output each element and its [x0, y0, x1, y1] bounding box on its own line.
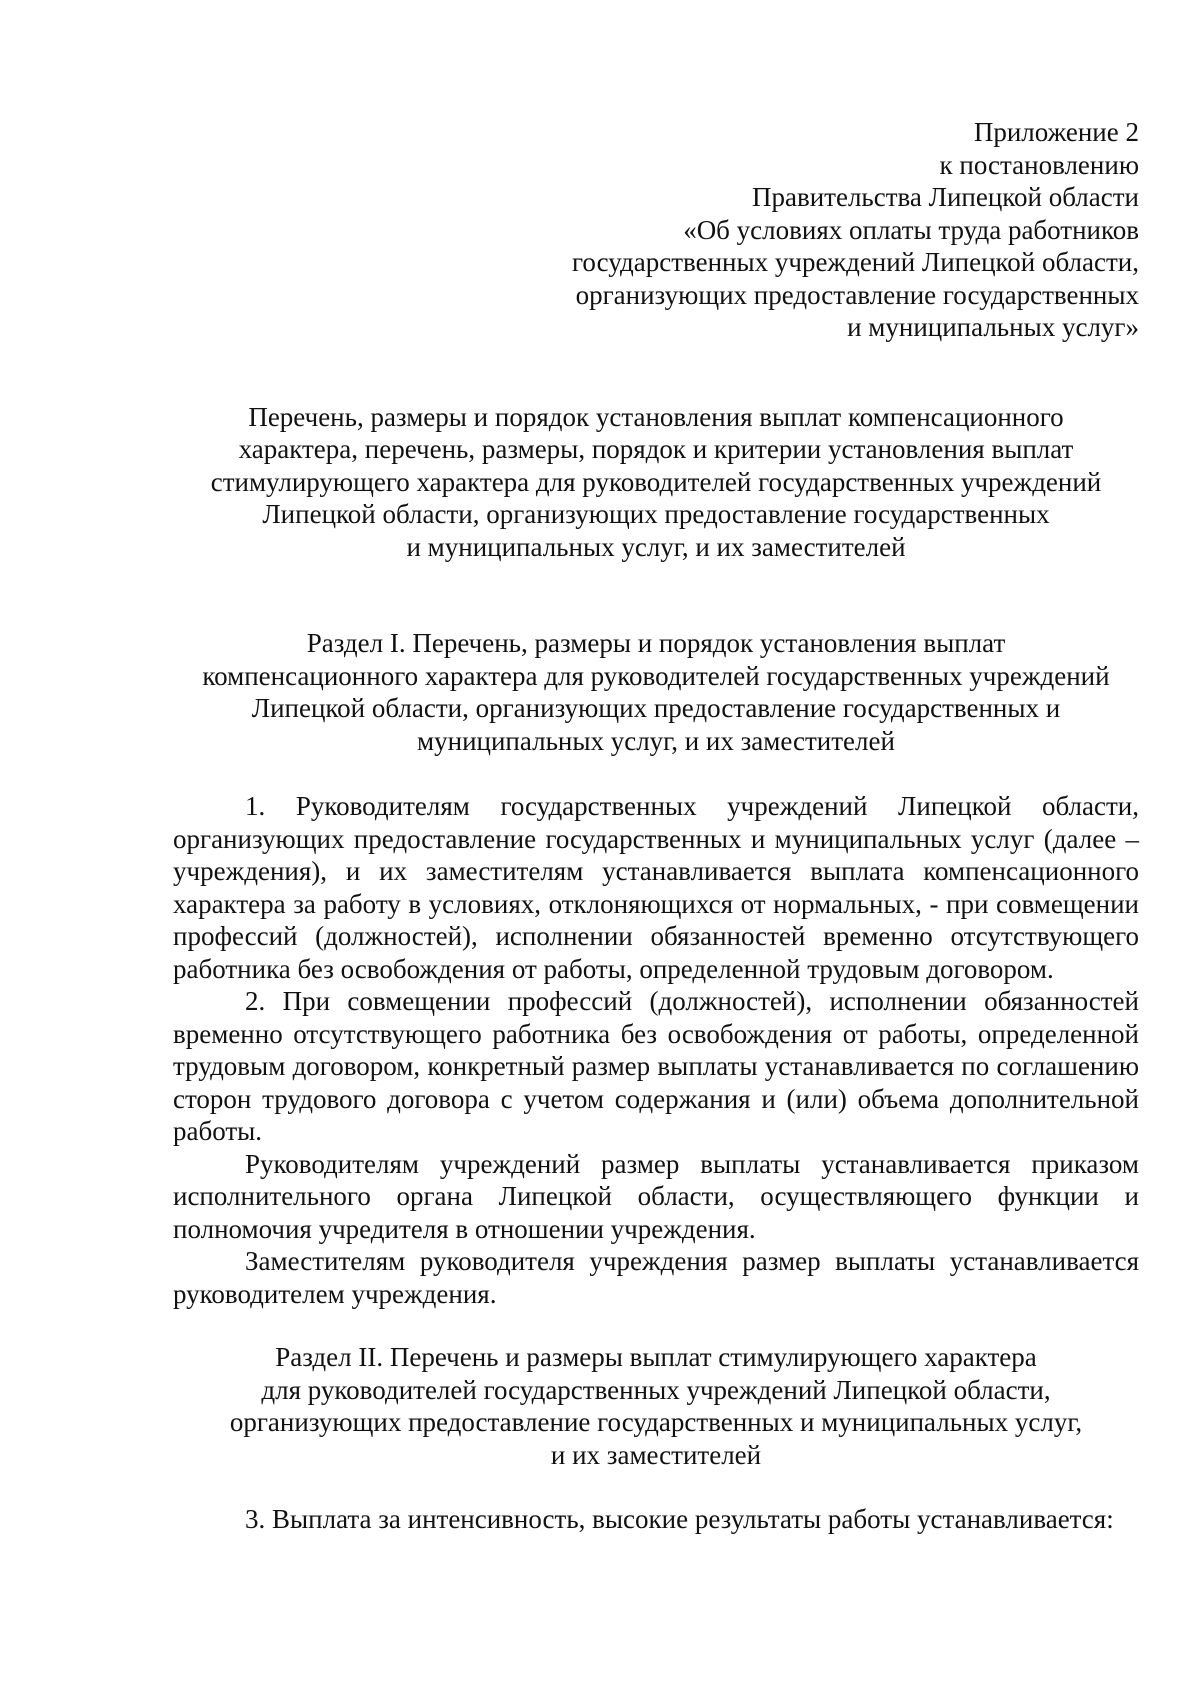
- annex-line: «Об условиях оплаты труда работников: [683, 214, 1139, 245]
- annex-line: организующих предоставление государственных: [575, 279, 1139, 310]
- section-heading-line: организующих предоставление государственных и муниципальных услуг,: [229, 1407, 1083, 1437]
- section-2-heading: [173, 1341, 1139, 1471]
- title-line: Перечень, размеры и порядок установления выплат компенсационного: [248, 401, 1064, 432]
- paragraph-1: 1. Руководителям государственных учреждений Липецкой области, организующих предоставление государственных и муниципальных услуг (далее – учреждения), и их заместителям устанавливается выплата компенсационного характера за работу в условиях, отклоняющихся от нормальных, - при совмещении профессий (должностей), исполнении обязанностей временно отсутствующего работника без освобождения от работы, определенной трудовым договором.: [173, 791, 1139, 984]
- section-heading-line: Раздел II. Перечень и размеры выплат стимулирующего характера: [275, 1342, 1037, 1372]
- section-1-body: [173, 790, 1139, 1310]
- paragraph-3: 3. Выплата за интенсивность, высокие результаты работы устанавливается:: [245, 1504, 1114, 1534]
- title-line: стимулирующего характера для руководителей государственных учреждений: [210, 466, 1102, 497]
- section-heading-line: Липецкой области, организующих предоставление государственных и: [251, 693, 1061, 723]
- title-line: и муниципальных услуг, и их заместителей: [406, 531, 906, 562]
- paragraph-2-deputies: Заместителям руководителя учреждения размер выплаты устанавливается руководителем учреждения.: [173, 1246, 1139, 1309]
- document-title: [173, 401, 1139, 564]
- annex-line: к постановлению: [939, 149, 1139, 180]
- paragraph-2: 2. При совмещении профессий (должностей), исполнении обязанностей временно отсутствующего работника без освобождения от работы, определенной трудовым договором, конкретный размер выплаты устанавливается по соглашению сторон трудового договора с учетом содержания и (или) объема дополнительной работы.: [173, 986, 1139, 1146]
- annex-line: Приложение 2: [973, 117, 1139, 147]
- section-heading-line: для руководителей государственных учреждений Липецкой области,: [261, 1374, 1051, 1405]
- section-heading-line: Раздел I. Перечень, размеры и порядок установления выплат: [306, 628, 1006, 658]
- annex-line: государственных учреждений Липецкой области,: [572, 247, 1139, 277]
- section-1-heading: [173, 627, 1139, 757]
- paragraph-2-leaders: Руководителям учреждений размер выплаты устанавливается приказом исполнительного органа Липецкой области, осуществляющего функции и полномочия учредителя в отношении учреждения.: [173, 1148, 1139, 1244]
- title-line: Липецкой области, организующих предоставление государственных: [262, 499, 1050, 529]
- annex-block: [173, 116, 1139, 344]
- annex-line: Правительства Липецкой области: [751, 182, 1139, 212]
- document-page: [173, 116, 1139, 1536]
- section-heading-line: муниципальных услуг, и их заместителей: [417, 725, 895, 756]
- title-line: характера, перечень, размеры, порядок и критерии установления выплат: [238, 434, 1074, 464]
- section-2-body: [173, 1503, 1139, 1536]
- section-heading-line: компенсационного характера для руководителей государственных учреждений: [202, 660, 1110, 691]
- annex-line: и муниципальных услуг»: [847, 312, 1139, 342]
- section-heading-line: и их заместителей: [550, 1439, 762, 1470]
